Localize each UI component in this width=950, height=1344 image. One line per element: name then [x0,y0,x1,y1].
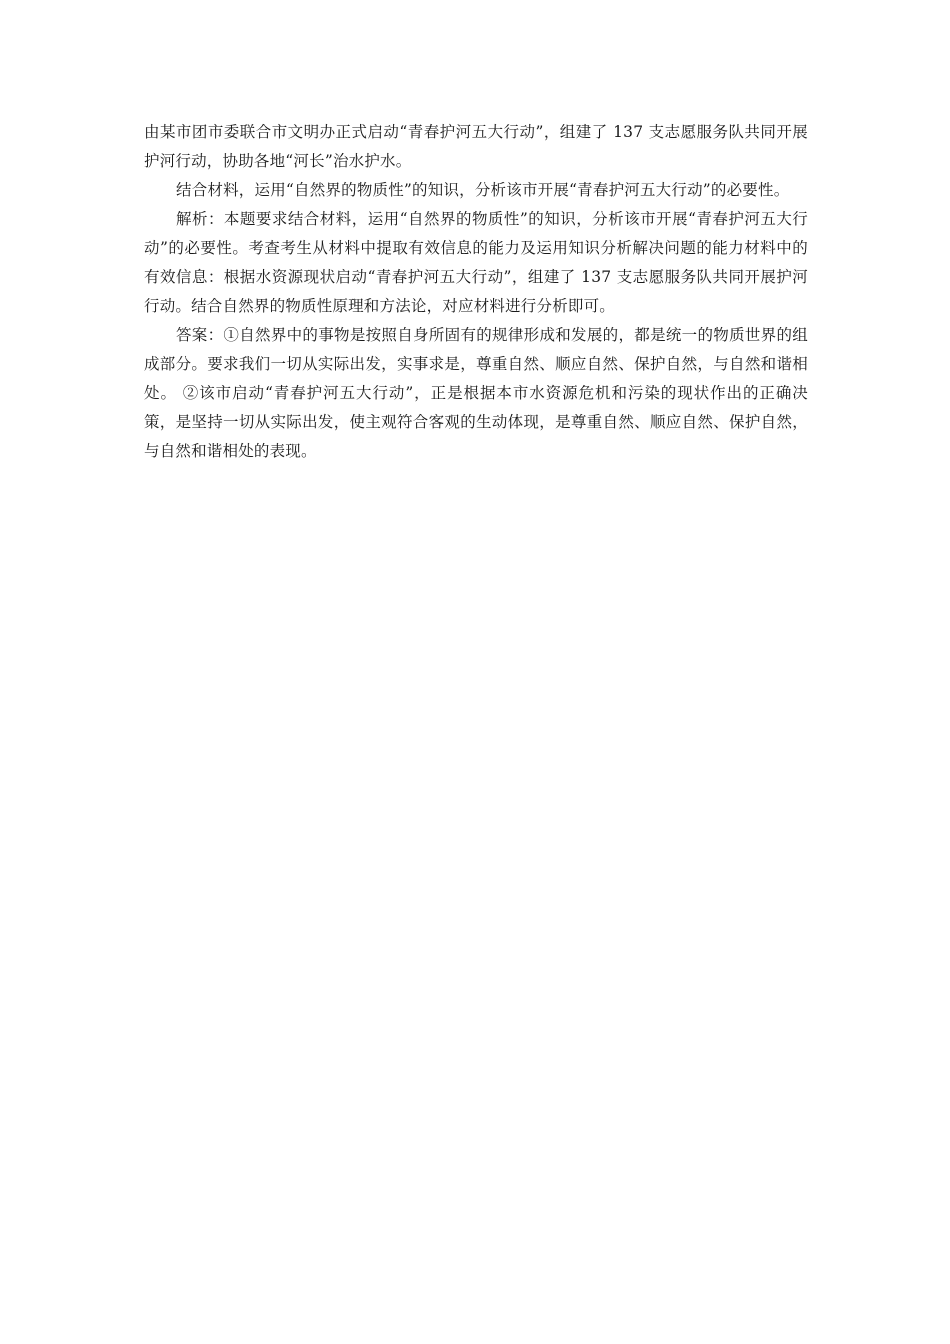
question-paragraph: 结合材料，运用“自然界的物质性”的知识，分析该市开展“青春护河五大行动”的必要性。 [176,181,790,199]
document-body [144,118,808,466]
material-continuation-paragraph: 由某市团市委联合市文明办正式启动“青春护河五大行动”，组建了 137 支志愿服务队共同开展护河行动，协助各地“河长”治水护水。 [144,123,808,170]
answer-paragraph: 答案：①自然界中的事物是按照自身所固有的规律形成和发展的，都是统一的物质世界的组成部分。要求我们一切从实际出发，实事求是，尊重自然、顺应自然、保护自然，与自然和谐相处。 ②该市启动“青春护河五大行动”，正是根据本市水资源危机和污染的现状作出的正确决策，是坚持一切从实际出发，使主观符合客观的生动体现，是尊重自然、顺应自然、保护自然，与自然和谐相处的表现。 [144,326,808,460]
analysis-paragraph: 解析：本题要求结合材料，运用“自然界的物质性”的知识，分析该市开展“青春护河五大行动”的必要性。考查考生从材料中提取有效信息的能力及运用知识分析解决问题的能力材料中的有效信息：根据水资源现状启动“青春护河五大行动”，组建了 137 支志愿服务队共同开展护河行动。结合自然界的物质性原理和方法论，对应材料进行分析即可。 [144,210,808,315]
